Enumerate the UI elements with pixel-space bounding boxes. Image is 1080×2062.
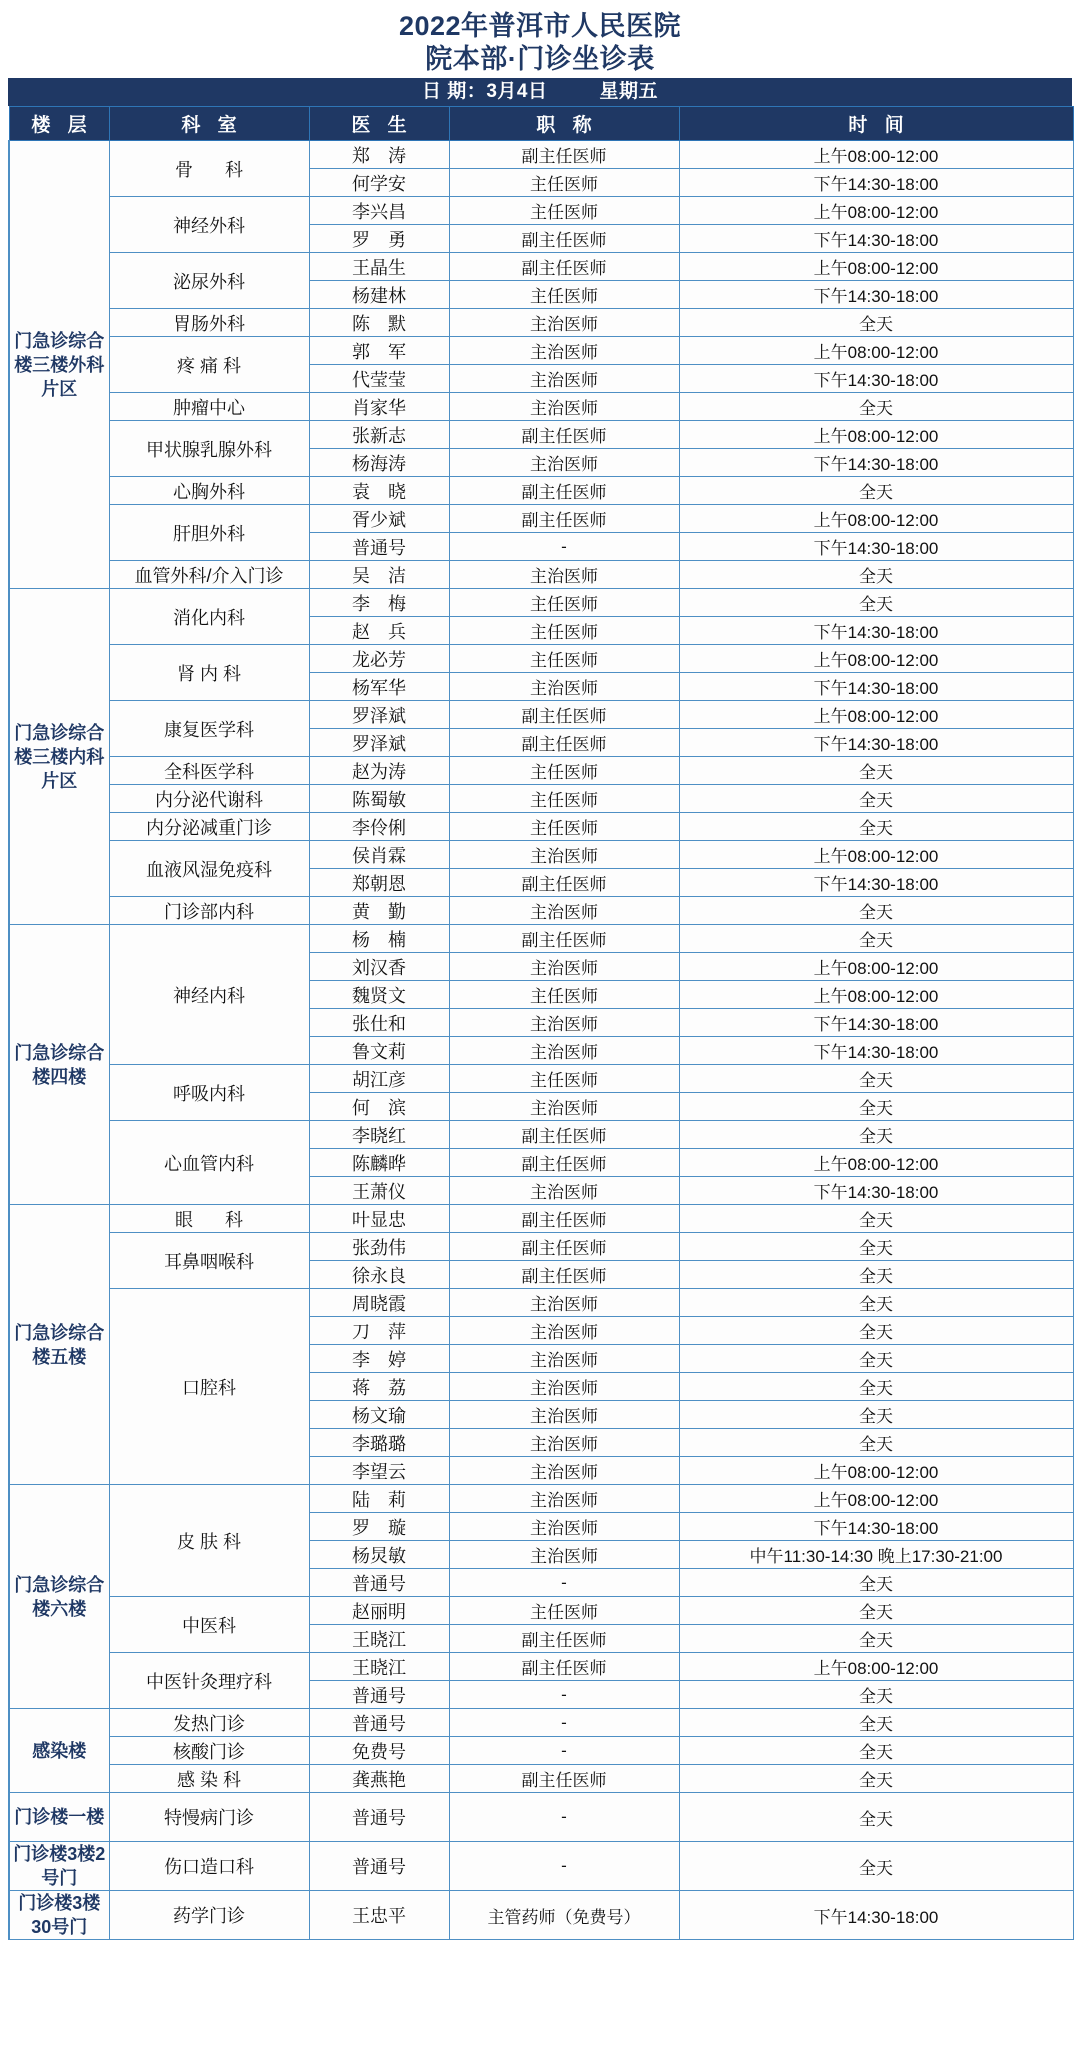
rank-cell: 副主任医师: [449, 1149, 679, 1177]
doctor-cell: 龚燕艳: [309, 1765, 449, 1793]
rank-cell: 主任医师: [449, 169, 679, 197]
time-cell: 上午08:00-12:00: [679, 141, 1073, 169]
department-cell: 皮 肤 科: [109, 1485, 309, 1597]
time-cell: 下午14:30-18:00: [679, 869, 1073, 897]
department-cell: 核酸门诊: [109, 1737, 309, 1765]
doctor-cell: 普通号: [309, 1681, 449, 1709]
rank-cell: 主治医师: [449, 1541, 679, 1569]
doctor-cell: 胥少斌: [309, 505, 449, 533]
rank-cell: 主治医师: [449, 561, 679, 589]
department-cell: 内分泌减重门诊: [109, 813, 309, 841]
department-cell: 眼 科: [109, 1205, 309, 1233]
doctor-cell: 刀 萍: [309, 1317, 449, 1345]
time-cell: 全天: [679, 1842, 1073, 1891]
doctor-cell: 杨 楠: [309, 925, 449, 953]
doctor-cell: 王晓江: [309, 1625, 449, 1653]
col-header-doctor: 医 生: [309, 107, 449, 141]
doctor-cell: 杨炅敏: [309, 1541, 449, 1569]
table-row: [9, 309, 1073, 337]
rank-cell: 主治医师: [449, 897, 679, 925]
department-cell: 泌尿外科: [109, 253, 309, 309]
table-row: [9, 1653, 1073, 1681]
col-header-floor: 楼 层: [9, 107, 109, 141]
time-cell: 全天: [679, 1681, 1073, 1709]
doctor-cell: 罗泽斌: [309, 701, 449, 729]
time-cell: 全天: [679, 813, 1073, 841]
doctor-cell: 杨建林: [309, 281, 449, 309]
department-cell: 感 染 科: [109, 1765, 309, 1793]
time-cell: 下午14:30-18:00: [679, 617, 1073, 645]
department-cell: 呼吸内科: [109, 1065, 309, 1121]
doctor-cell: 普通号: [309, 533, 449, 561]
doctor-cell: 王萧仪: [309, 1177, 449, 1205]
time-cell: 下午14:30-18:00: [679, 729, 1073, 757]
rank-cell: 副主任医师: [449, 1261, 679, 1289]
time-cell: 上午08:00-12:00: [679, 841, 1073, 869]
time-cell: 上午08:00-12:00: [679, 197, 1073, 225]
time-cell: 全天: [679, 1597, 1073, 1625]
table-row: [9, 421, 1073, 449]
rank-cell: 副主任医师: [449, 925, 679, 953]
table-row: [9, 1065, 1073, 1093]
doctor-cell: 李 婷: [309, 1345, 449, 1373]
time-cell: 全天: [679, 1233, 1073, 1261]
time-cell: 全天: [679, 1261, 1073, 1289]
table-row: [9, 589, 1073, 617]
table-row: [9, 393, 1073, 421]
table-row: [9, 925, 1073, 953]
rank-cell: 主治医师: [449, 1317, 679, 1345]
time-cell: 全天: [679, 1373, 1073, 1401]
time-cell: 全天: [679, 589, 1073, 617]
doctor-cell: 魏贤文: [309, 981, 449, 1009]
doctor-cell: 李 梅: [309, 589, 449, 617]
time-cell: 下午14:30-18:00: [679, 533, 1073, 561]
time-cell: 全天: [679, 1065, 1073, 1093]
doctor-cell: 代莹莹: [309, 365, 449, 393]
doctor-cell: 罗 勇: [309, 225, 449, 253]
rank-cell: 主任医师: [449, 757, 679, 785]
department-cell: 骨 科: [109, 141, 309, 197]
department-cell: 心血管内科: [109, 1121, 309, 1205]
department-cell: 肿瘤中心: [109, 393, 309, 421]
department-cell: 血管外科/介入门诊: [109, 561, 309, 589]
time-cell: 全天: [679, 309, 1073, 337]
table-row: [9, 1121, 1073, 1149]
department-cell: 中医针灸理疗科: [109, 1653, 309, 1709]
rank-cell: 主治医师: [449, 1009, 679, 1037]
floor-cell: 感染楼: [9, 1709, 109, 1793]
doctor-cell: 龙必芳: [309, 645, 449, 673]
doctor-cell: 李望云: [309, 1457, 449, 1485]
time-cell: 全天: [679, 1793, 1073, 1842]
rank-cell: 副主任医师: [449, 477, 679, 505]
department-cell: 药学门诊: [109, 1891, 309, 1940]
rank-cell: -: [449, 533, 679, 561]
rank-cell: -: [449, 1681, 679, 1709]
doctor-cell: 周晓霞: [309, 1289, 449, 1317]
table-row: [9, 253, 1073, 281]
doctor-cell: 赵 兵: [309, 617, 449, 645]
time-cell: 下午14:30-18:00: [679, 169, 1073, 197]
rank-cell: 主治医师: [449, 1485, 679, 1513]
rank-cell: 主任医师: [449, 1597, 679, 1625]
table-row: [9, 197, 1073, 225]
table-row: [9, 1793, 1073, 1842]
time-cell: 下午14:30-18:00: [679, 673, 1073, 701]
doctor-cell: 陈蜀敏: [309, 785, 449, 813]
schedule-table-body: [9, 141, 1073, 1940]
rank-cell: -: [449, 1793, 679, 1842]
rank-cell: 主任医师: [449, 197, 679, 225]
time-cell: 全天: [679, 1121, 1073, 1149]
doctor-cell: 何 滨: [309, 1093, 449, 1121]
time-cell: 下午14:30-18:00: [679, 1009, 1073, 1037]
time-cell: 上午08:00-12:00: [679, 1485, 1073, 1513]
doctor-cell: 郑朝恩: [309, 869, 449, 897]
time-cell: 下午14:30-18:00: [679, 281, 1073, 309]
table-row: [9, 757, 1073, 785]
rank-cell: 主治医师: [449, 337, 679, 365]
doctor-cell: 杨文瑜: [309, 1401, 449, 1429]
department-cell: 神经外科: [109, 197, 309, 253]
department-cell: 中医科: [109, 1597, 309, 1653]
rank-cell: 主治医师: [449, 953, 679, 981]
time-cell: 上午08:00-12:00: [679, 337, 1073, 365]
table-header-row: [9, 107, 1073, 141]
schedule-table: [8, 106, 1074, 1940]
rank-cell: 副主任医师: [449, 1625, 679, 1653]
time-cell: 下午14:30-18:00: [679, 1037, 1073, 1065]
doctor-cell: 黄 勤: [309, 897, 449, 925]
department-cell: 甲状腺乳腺外科: [109, 421, 309, 477]
date-value: 3月4日: [486, 81, 548, 102]
rank-cell: 主治医师: [449, 1513, 679, 1541]
table-row: [9, 785, 1073, 813]
time-cell: 全天: [679, 897, 1073, 925]
department-cell: 肝胆外科: [109, 505, 309, 561]
doctor-cell: 杨海涛: [309, 449, 449, 477]
rank-cell: 主治医师: [449, 1457, 679, 1485]
doctor-cell: 何学安: [309, 169, 449, 197]
sheet-title-block: [8, 6, 1072, 78]
rank-cell: 副主任医师: [449, 421, 679, 449]
doctor-cell: 普通号: [309, 1793, 449, 1842]
time-cell: 全天: [679, 925, 1073, 953]
doctor-cell: 王晶生: [309, 253, 449, 281]
time-cell: 全天: [679, 1205, 1073, 1233]
rank-cell: -: [449, 1737, 679, 1765]
department-cell: 消化内科: [109, 589, 309, 645]
rank-cell: 主治医师: [449, 841, 679, 869]
rank-cell: 副主任医师: [449, 1653, 679, 1681]
time-cell: 全天: [679, 1093, 1073, 1121]
department-cell: 疼 痛 科: [109, 337, 309, 393]
time-cell: 全天: [679, 393, 1073, 421]
department-cell: 康复医学科: [109, 701, 309, 757]
time-cell: 上午08:00-12:00: [679, 701, 1073, 729]
table-row: [9, 1205, 1073, 1233]
doctor-cell: 陈 默: [309, 309, 449, 337]
department-cell: 胃肠外科: [109, 309, 309, 337]
col-header-rank: 职 称: [449, 107, 679, 141]
rank-cell: 主治医师: [449, 309, 679, 337]
department-cell: 血液风湿免疫科: [109, 841, 309, 897]
doctor-cell: 郭 军: [309, 337, 449, 365]
time-cell: 中午11:30-14:30 晚上17:30-21:00: [679, 1541, 1073, 1569]
doctor-cell: 刘汉香: [309, 953, 449, 981]
department-cell: 发热门诊: [109, 1709, 309, 1737]
doctor-cell: 袁 晓: [309, 477, 449, 505]
rank-cell: 副主任医师: [449, 1205, 679, 1233]
rank-cell: 主治医师: [449, 449, 679, 477]
floor-cell: 门急诊综合楼三楼外科片区: [9, 141, 109, 589]
rank-cell: 主治医师: [449, 1373, 679, 1401]
time-cell: 上午08:00-12:00: [679, 953, 1073, 981]
time-cell: 下午14:30-18:00: [679, 1177, 1073, 1205]
time-cell: 全天: [679, 1317, 1073, 1345]
table-row: [9, 505, 1073, 533]
department-cell: 门诊部内科: [109, 897, 309, 925]
table-row: [9, 701, 1073, 729]
rank-cell: 主任医师: [449, 281, 679, 309]
doctor-cell: 李璐璐: [309, 1429, 449, 1457]
time-cell: 全天: [679, 1569, 1073, 1597]
date-label: 日 期：: [422, 81, 487, 102]
floor-cell: 门诊楼3楼30号门: [9, 1891, 109, 1940]
table-row: [9, 1597, 1073, 1625]
time-cell: 上午08:00-12:00: [679, 1653, 1073, 1681]
rank-cell: 主治医师: [449, 673, 679, 701]
rank-cell: 主任医师: [449, 981, 679, 1009]
doctor-cell: 肖家华: [309, 393, 449, 421]
rank-cell: -: [449, 1709, 679, 1737]
doctor-cell: 徐永良: [309, 1261, 449, 1289]
doctor-cell: 罗泽斌: [309, 729, 449, 757]
time-cell: 全天: [679, 785, 1073, 813]
page-title-line1: 2022年普洱市人民医院: [398, 11, 682, 41]
doctor-cell: 吴 洁: [309, 561, 449, 589]
table-row: [9, 141, 1073, 169]
time-cell: 上午08:00-12:00: [679, 1457, 1073, 1485]
time-cell: 上午08:00-12:00: [679, 981, 1073, 1009]
rank-cell: 主治医师: [449, 1401, 679, 1429]
time-cell: 全天: [679, 1345, 1073, 1373]
time-cell: 全天: [679, 1765, 1073, 1793]
table-row: [9, 337, 1073, 365]
time-cell: 下午14:30-18:00: [679, 1513, 1073, 1541]
time-cell: 上午08:00-12:00: [679, 421, 1073, 449]
doctor-cell: 王忠平: [309, 1891, 449, 1940]
doctor-cell: 鲁文莉: [309, 1037, 449, 1065]
col-header-dept: 科 室: [109, 107, 309, 141]
table-row: [9, 1842, 1073, 1891]
time-cell: 全天: [679, 477, 1073, 505]
rank-cell: 主治医师: [449, 1345, 679, 1373]
doctor-cell: 郑 涛: [309, 141, 449, 169]
table-row: [9, 1709, 1073, 1737]
rank-cell: 主任医师: [449, 1065, 679, 1093]
rank-cell: 主任医师: [449, 589, 679, 617]
department-cell: 耳鼻咽喉科: [109, 1233, 309, 1289]
page-title-line2: 院本部·门诊坐诊表: [425, 44, 655, 74]
doctor-cell: 赵为涛: [309, 757, 449, 785]
doctor-cell: 陈麟晔: [309, 1149, 449, 1177]
time-cell: 全天: [679, 1625, 1073, 1653]
department-cell: 神经内科: [109, 925, 309, 1065]
table-row: [9, 1891, 1073, 1940]
rank-cell: 副主任医师: [449, 729, 679, 757]
floor-cell: 门诊楼3楼2号门: [9, 1842, 109, 1891]
time-cell: 全天: [679, 757, 1073, 785]
rank-cell: 副主任医师: [449, 1121, 679, 1149]
table-row: [9, 561, 1073, 589]
weekday-value: 星期五: [599, 81, 658, 102]
doctor-cell: 李伶俐: [309, 813, 449, 841]
rank-cell: 主治医师: [449, 393, 679, 421]
doctor-cell: 胡江彦: [309, 1065, 449, 1093]
doctor-cell: 侯肖霖: [309, 841, 449, 869]
rank-cell: 副主任医师: [449, 1233, 679, 1261]
date-bar: [8, 78, 1072, 106]
table-row: [9, 897, 1073, 925]
rank-cell: 主治医师: [449, 1289, 679, 1317]
doctor-cell: 李兴昌: [309, 197, 449, 225]
time-cell: 全天: [679, 561, 1073, 589]
department-cell: 心胸外科: [109, 477, 309, 505]
floor-cell: 门急诊综合楼四楼: [9, 925, 109, 1205]
time-cell: 上午08:00-12:00: [679, 1149, 1073, 1177]
rank-cell: 主管药师（免费号）: [449, 1891, 679, 1940]
table-row: [9, 1737, 1073, 1765]
doctor-cell: 张新志: [309, 421, 449, 449]
doctor-cell: 王晓江: [309, 1653, 449, 1681]
time-cell: 全天: [679, 1709, 1073, 1737]
time-cell: 上午08:00-12:00: [679, 505, 1073, 533]
floor-cell: 门急诊综合楼三楼内科片区: [9, 589, 109, 925]
time-cell: 下午14:30-18:00: [679, 225, 1073, 253]
table-row: [9, 813, 1073, 841]
rank-cell: 副主任医师: [449, 225, 679, 253]
time-cell: 全天: [679, 1289, 1073, 1317]
department-cell: 内分泌代谢科: [109, 785, 309, 813]
rank-cell: -: [449, 1569, 679, 1597]
doctor-cell: 蒋 荔: [309, 1373, 449, 1401]
floor-cell: 门诊楼一楼: [9, 1793, 109, 1842]
doctor-cell: 杨军华: [309, 673, 449, 701]
department-cell: 伤口造口科: [109, 1842, 309, 1891]
rank-cell: 主治医师: [449, 1093, 679, 1121]
rank-cell: 主任医师: [449, 785, 679, 813]
rank-cell: 主任医师: [449, 813, 679, 841]
rank-cell: 主治医师: [449, 365, 679, 393]
doctor-cell: 赵丽明: [309, 1597, 449, 1625]
doctor-cell: 陆 莉: [309, 1485, 449, 1513]
department-cell: 肾 内 科: [109, 645, 309, 701]
department-cell: 全科医学科: [109, 757, 309, 785]
time-cell: 下午14:30-18:00: [679, 365, 1073, 393]
rank-cell: 副主任医师: [449, 701, 679, 729]
table-row: [9, 1289, 1073, 1317]
doctor-cell: 叶显忠: [309, 1205, 449, 1233]
table-row: [9, 1765, 1073, 1793]
rank-cell: 副主任医师: [449, 253, 679, 281]
rank-cell: 主治医师: [449, 1177, 679, 1205]
time-cell: 全天: [679, 1737, 1073, 1765]
doctor-cell: 普通号: [309, 1709, 449, 1737]
doctor-cell: 免费号: [309, 1737, 449, 1765]
doctor-cell: 普通号: [309, 1842, 449, 1891]
department-cell: 口腔科: [109, 1289, 309, 1485]
doctor-cell: 罗 璇: [309, 1513, 449, 1541]
doctor-cell: 张劲伟: [309, 1233, 449, 1261]
doctor-cell: 普通号: [309, 1569, 449, 1597]
rank-cell: 主任医师: [449, 645, 679, 673]
rank-cell: 副主任医师: [449, 1765, 679, 1793]
department-cell: 特慢病门诊: [109, 1793, 309, 1842]
rank-cell: 主治医师: [449, 1429, 679, 1457]
rank-cell: 主任医师: [449, 617, 679, 645]
table-row: [9, 1233, 1073, 1261]
time-cell: 上午08:00-12:00: [679, 253, 1073, 281]
rank-cell: 主治医师: [449, 1037, 679, 1065]
col-header-time: 时 间: [679, 107, 1073, 141]
floor-cell: 门急诊综合楼六楼: [9, 1485, 109, 1709]
floor-cell: 门急诊综合楼五楼: [9, 1205, 109, 1485]
table-row: [9, 841, 1073, 869]
time-cell: 全天: [679, 1429, 1073, 1457]
time-cell: 下午14:30-18:00: [679, 1891, 1073, 1940]
rank-cell: 副主任医师: [449, 505, 679, 533]
time-cell: 上午08:00-12:00: [679, 645, 1073, 673]
rank-cell: -: [449, 1842, 679, 1891]
time-cell: 全天: [679, 1401, 1073, 1429]
table-row: [9, 1485, 1073, 1513]
doctor-cell: 李晓红: [309, 1121, 449, 1149]
time-cell: 下午14:30-18:00: [679, 449, 1073, 477]
rank-cell: 副主任医师: [449, 869, 679, 897]
table-row: [9, 477, 1073, 505]
table-row: [9, 645, 1073, 673]
doctor-cell: 张仕和: [309, 1009, 449, 1037]
rank-cell: 副主任医师: [449, 141, 679, 169]
